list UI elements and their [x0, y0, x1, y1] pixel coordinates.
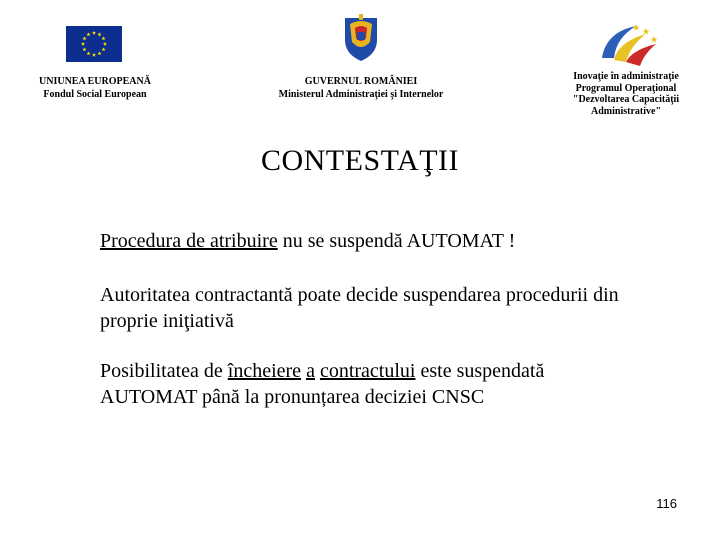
eu-flag-icon	[66, 26, 122, 62]
p3-word-a: a	[306, 360, 315, 382]
program-caption-line1: Inovaţie în administraţie	[573, 71, 679, 82]
paragraph-contract	[100, 358, 666, 410]
p3-word-contractului: contractului	[319, 360, 416, 382]
program-caption-line4: Administrative"	[591, 105, 661, 117]
program-logo-icon	[596, 18, 662, 68]
p3-word-incheiere: încheiere	[227, 360, 302, 382]
page-title: CONTESTAŢII	[260, 144, 460, 177]
program-caption	[552, 71, 700, 117]
procedure-text: nu se suspendă AUTOMAT !	[277, 230, 516, 252]
p3-word-posibilitatea: Posibilitatea	[100, 360, 199, 382]
p3-word-este: este	[420, 360, 452, 382]
p3-word-de: de	[203, 360, 223, 382]
program-caption-line3: "Dezvoltarea Capacităţii	[572, 94, 680, 105]
procedure-term: Procedura de atribuire	[100, 230, 278, 252]
eu-caption	[20, 75, 170, 101]
p3-line2: AUTOMAT până la pronunțarea deciziei CNSC	[100, 386, 485, 408]
paragraph-authority: Autoritatea contractantă poate decide suspendarea procedurii din proprie iniţiativă	[100, 284, 619, 332]
eu-caption-line2: Fondul Social European	[43, 89, 147, 100]
government-caption-line1: GUVERNUL ROMÂNIEI	[304, 76, 418, 87]
romanian-coat-of-arms-icon	[342, 14, 380, 62]
page-number: 116	[656, 496, 677, 511]
government-caption	[250, 75, 472, 101]
p3-word-suspendata: suspendată	[456, 360, 545, 382]
program-caption-line2: Programul Operaţional	[575, 82, 677, 94]
eu-caption-line1: UNIUNEA EUROPEANĂ	[39, 76, 151, 87]
paragraph-procedure	[100, 228, 666, 254]
government-caption-line2: Ministerul Administraţiei şi Internelor	[278, 89, 444, 100]
